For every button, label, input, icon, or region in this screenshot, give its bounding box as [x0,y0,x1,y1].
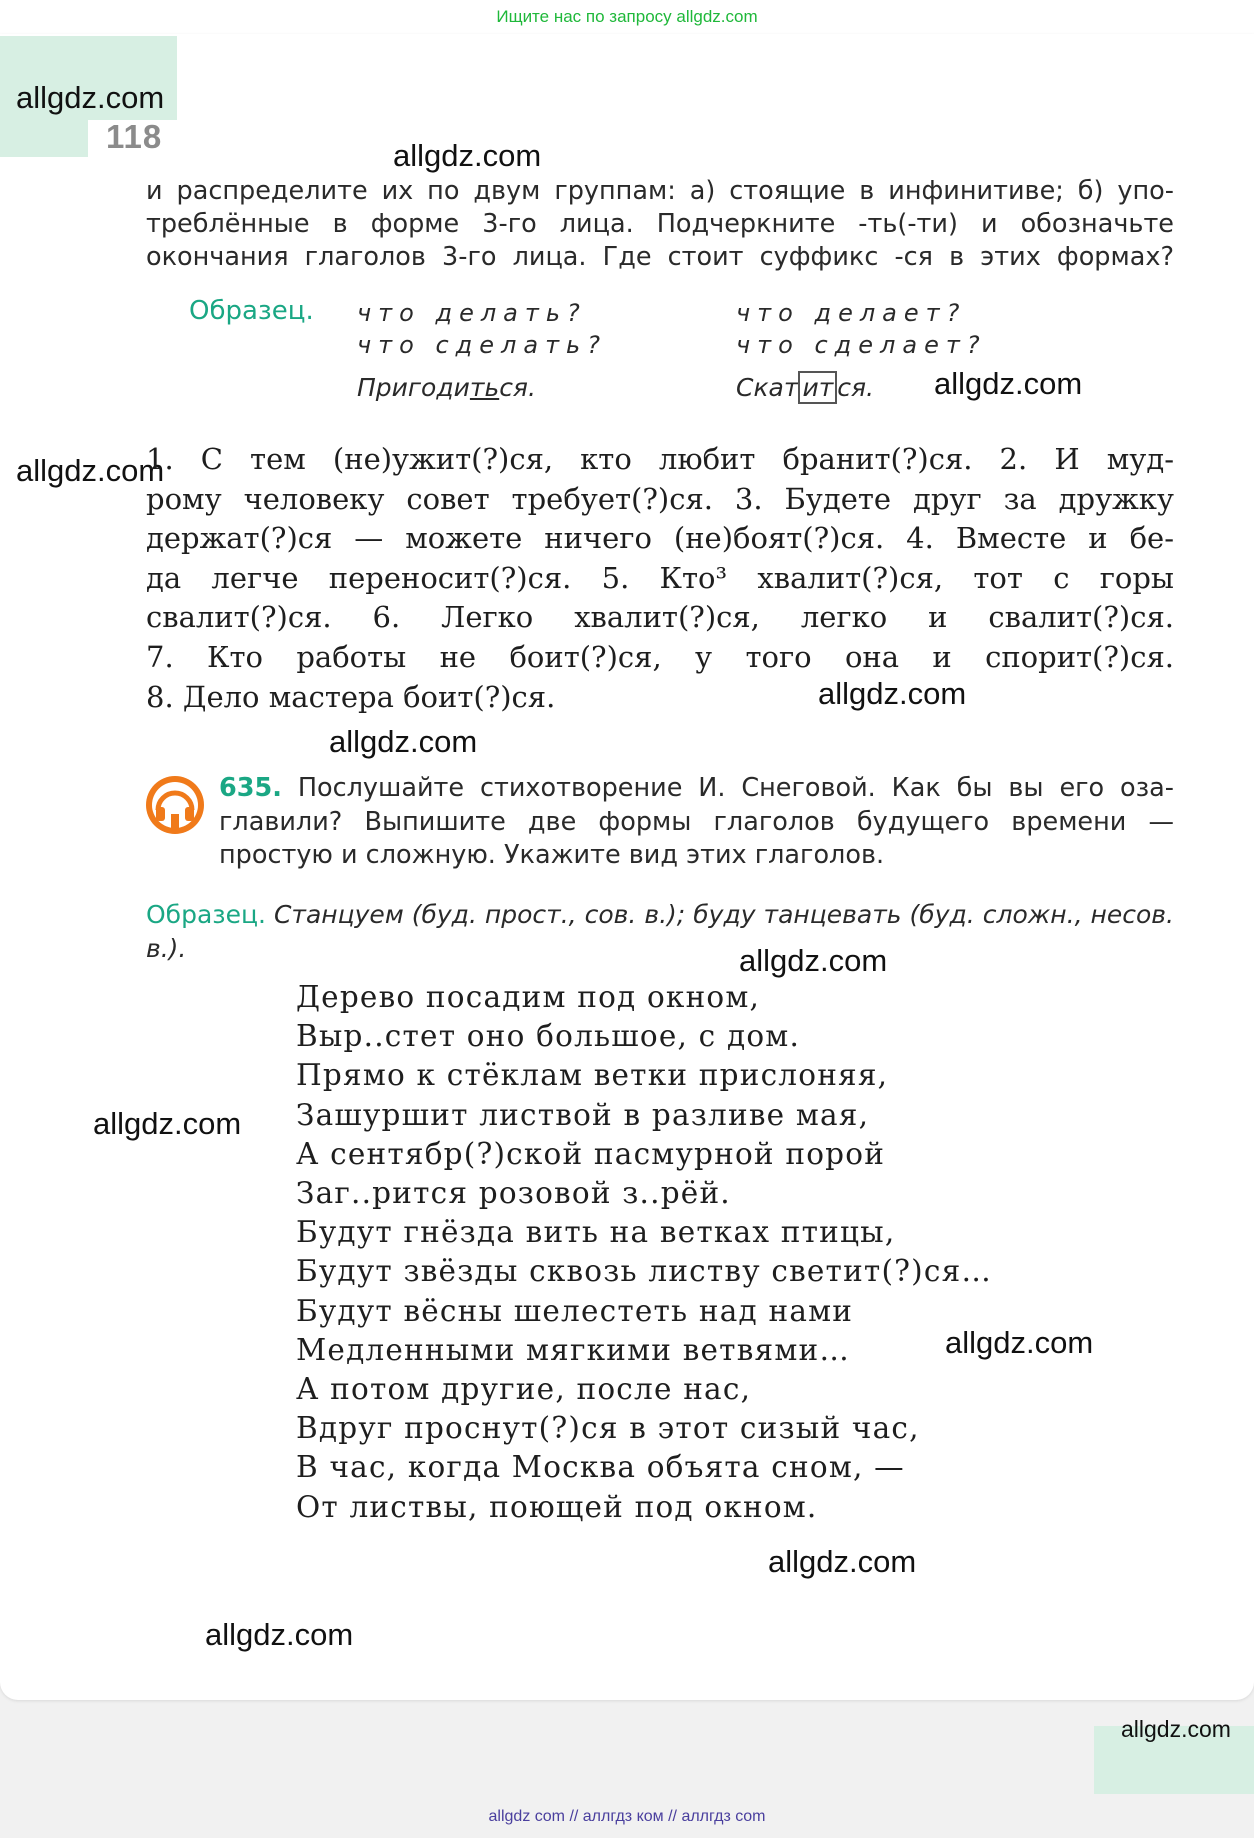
poem-line: А потом другие, после нас, [296,1372,752,1407]
footer-links: allgdz com // аллгдз ком // аллгдз com [488,1808,766,1825]
sample-label: Образец. [189,296,314,326]
exercise-number: 635. [219,773,282,803]
poem-line: Прямо к стёклам ветки прислоняя, [296,1058,889,1093]
proverb-line: 8. Дело мастера боит(?)ся. [146,679,556,714]
page-number: 118 [106,118,163,155]
poem-line: В час, когда Москва объята сном, — [296,1450,905,1485]
watermark: allgdz.com [393,138,542,173]
sample-question: что сделать? [357,331,607,359]
watermark: allgdz.com [205,1617,354,1652]
proverb-line: да легче переносит(?)ся. 5. Кто³ хвалит(?)ся, тот с горы [146,560,1174,595]
poem-line: Будут гнёзда вить на ветках птицы, [296,1215,896,1250]
poem-line: Вдруг проснут(?)ся в этот сизый час, [296,1411,920,1446]
exercise-sample: Образец. Станцуем (буд. прост., сов. в.); буду танцевать (буд. сложн., несов. в.). [146,900,1174,963]
watermark: allgdz.com [945,1325,1094,1360]
watermark: allgdz.com [1121,1716,1231,1742]
watermark: allgdz.com [16,453,165,488]
task-intro-line: и распределите их по двум группам: а) стоящие в инфинитиве; б) упо- [146,176,1174,206]
proverb-line: держат(?)ся — можете ничего (не)боят(?)ся. 4. Вместе и бе- [146,521,1174,556]
sample-question: что сделает? [736,331,987,359]
poem-line: От листвы, поющей под окном. [296,1489,818,1524]
top-search-hint: Ищите нас по запросу allgdz.com [0,0,1254,34]
sample-word-third-person: Скат ит ся. [736,373,874,402]
poem-line: Будут звёзды сквозь листву светит(?)ся… [296,1254,993,1289]
poem-line: Выр..стет оно большое, с дом. [296,1019,801,1054]
headphones-icon [144,774,206,836]
poem-line: Медленными мягкими ветвями… [296,1332,851,1367]
watermark: allgdz.com [739,943,888,978]
poem-line: А сентябр(?)ской пасмурной порой [296,1136,886,1171]
exercise-instruction-line: главили? Выпишите две формы глаголов будущего времени — [219,807,1174,837]
proverb-line: 7. Кто работы не боит(?)ся, у того она и спорит(?)ся. [146,639,1174,674]
sample-question: что делать? [357,299,587,327]
watermark: allgdz.com [329,724,478,759]
watermark: allgdz.com [768,1544,917,1579]
watermark: allgdz.com [818,676,967,711]
proverb-line: свалит(?)ся. 6. Легко хвалит(?)ся, легко и свалит(?)ся. [146,600,1174,635]
poem-line: Зашуршит листвой в разливе мая, [296,1097,870,1132]
poem-line: Дерево посадим под окном, [296,980,761,1014]
poem-line: Будут вёсны шелестеть над нами [296,1293,854,1328]
poem [296,978,992,1527]
proverb-line: рому человеку совет требует(?)ся. 3. Будете друг за дружку [146,481,1174,516]
exercise-instruction-line: простую и сложную. Укажите вид этих глаголов. [219,840,885,870]
proverbs-text [146,440,1174,717]
sample-word-infinitive: Пригодиться. [357,373,536,402]
task-intro-line: треблённые в форме 3-го лица. Подчеркните -ть(-ти) и обозначьте [146,209,1174,239]
exercise-instruction-line: 635. Послушайте стихотворение И. Снеговой. Как бы вы его оза- [219,773,1174,803]
watermark: allgdz.com [93,1106,242,1141]
proverb-line: 1. С тем (не)ужит(?)ся, кто любит бранит(?)ся. 2. И муд- [146,442,1174,476]
watermark: allgdz.com [16,80,165,115]
poem-line: Заг..рится розовой з..рёй. [296,1176,731,1211]
sample-question: что делает? [736,299,967,327]
watermark: allgdz.com [934,366,1083,401]
task-intro-line: окончания глаголов 3-го лица. Где стоит суффикс -ся в этих формах? [146,242,1174,272]
